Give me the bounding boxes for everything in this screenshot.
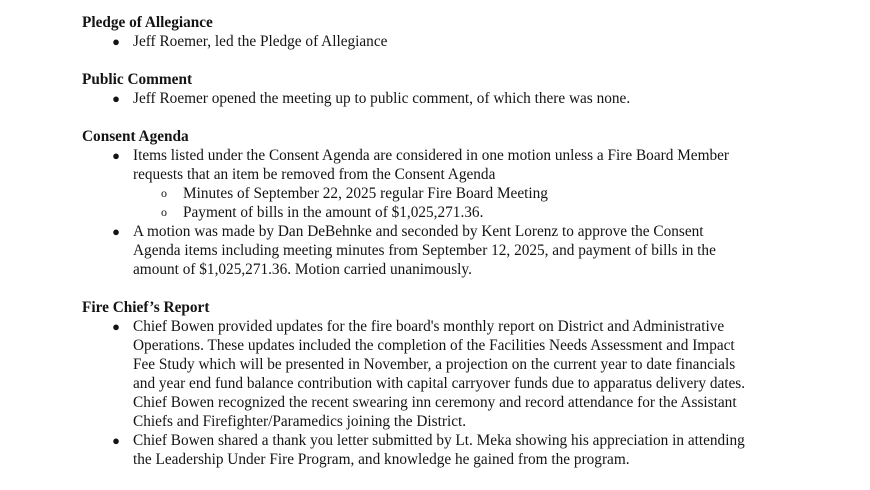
- list-item-text: requests that an item be removed from the Consent Agenda: [133, 166, 496, 183]
- section-consent-agenda: [0, 127, 870, 279]
- list-item-text: Chief Bowen recognized the recent swearing inn ceremony and record attendance for the Assistant: [133, 394, 737, 411]
- hollow-circle-bullet-icon: o: [161, 205, 167, 219]
- bullet-icon: ●: [112, 34, 120, 49]
- list-item-text: Operations. These updates included the completion of the Facilities Needs Assessment and Impact: [133, 337, 735, 354]
- section-heading: Pledge of Allegiance: [82, 14, 213, 31]
- bullet-list: [0, 89, 870, 108]
- bullet-icon: ●: [112, 433, 120, 448]
- list-item-text: amount of $1,025,271.36. Motion carried unanimously.: [133, 261, 472, 278]
- list-item: [0, 222, 870, 279]
- bullet-icon: ●: [112, 91, 120, 106]
- bullet-list: [0, 317, 870, 469]
- list-item-text: Jeff Roemer, led the Pledge of Allegiance: [133, 33, 388, 50]
- list-item-text: the Leadership Under Fire Program, and knowledge he gained from the program.: [133, 451, 630, 468]
- bullet-icon: ●: [112, 148, 120, 163]
- section-heading: Consent Agenda: [82, 128, 189, 145]
- bullet-icon: ●: [112, 224, 120, 239]
- list-item: [0, 317, 870, 431]
- list-item-text: A motion was made by Dan DeBehnke and seconded by Kent Lorenz to approve the Consent: [133, 223, 704, 240]
- document-page: [0, 13, 870, 469]
- list-item-text: Fee Study which will be presented in November, a projection on the current year to date financials: [133, 356, 736, 373]
- section-heading: Public Comment: [82, 71, 193, 88]
- list-item-text: Chief Bowen shared a thank you letter submitted by Lt. Meka showing his appreciation in attending: [133, 432, 745, 449]
- sub-list-item-text: Minutes of September 22, 2025 regular Fire Board Meeting: [183, 185, 548, 202]
- hollow-circle-bullet-icon: o: [161, 186, 167, 200]
- list-item-text: Chiefs and Firefighter/Paramedics joining the District.: [133, 413, 467, 430]
- sub-list-item: [0, 203, 850, 222]
- list-item-text: and year end fund balance contribution with capital carryover funds due to apparatus delivery dates.: [133, 375, 746, 392]
- section-public-comment: [0, 70, 870, 108]
- sub-list-item: [0, 184, 850, 203]
- section-fire-chiefs-report: [0, 298, 870, 469]
- bullet-list: [0, 146, 870, 279]
- list-item: [0, 146, 870, 222]
- section-heading: Fire Chief’s Report: [82, 299, 210, 316]
- list-item: [0, 32, 870, 51]
- list-item: [0, 431, 870, 469]
- bullet-list: [0, 32, 870, 51]
- list-item-text: Jeff Roemer opened the meeting up to public comment, of which there was none.: [133, 90, 631, 107]
- sub-bullet-list: [133, 184, 850, 222]
- bullet-icon: ●: [112, 319, 120, 334]
- sub-list-item-text: Payment of bills in the amount of $1,025,271.36.: [183, 204, 484, 221]
- list-item-text: Items listed under the Consent Agenda are considered in one motion unless a Fire Board Member: [133, 147, 730, 164]
- list-item-text: Agenda items including meeting minutes from September 12, 2025, and payment of bills in the: [133, 242, 716, 259]
- section-pledge-of-allegiance: [0, 13, 870, 51]
- list-item: [0, 89, 870, 108]
- list-item-text: Chief Bowen provided updates for the fire board's monthly report on District and Administrative: [133, 318, 725, 335]
